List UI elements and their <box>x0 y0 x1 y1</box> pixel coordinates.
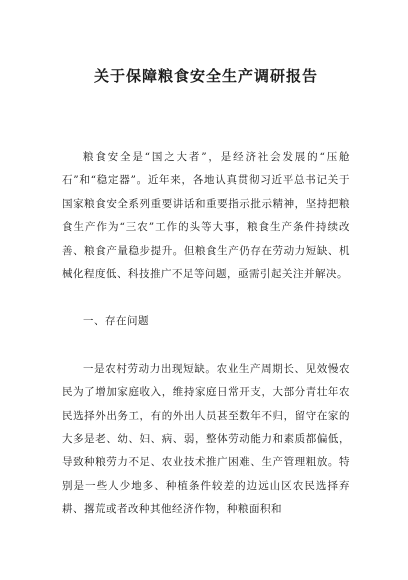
intro-paragraph: 粮食安全是“国之大者”，是经济社会发展的“压舱石”和“稳定器”。近年来，各地认真贯彻习近平总书记关于国家粮食安全系列重要讲话和重要指示批示精神，坚持把粮食生产作为“三农”工作的头等大事，粮食生产条件持续改善、粮食产量稳步提升。但粮食生产仍存在劳动力短缺、机械化程度低、科技推广不足等问题，亟需引起关注并解决。 <box>62 151 350 281</box>
section-heading: 一、存在问题 <box>83 315 149 328</box>
body-paragraph: 一是农村劳动力出现短缺。农业生产周期长、见效慢农民为了增加家庭收入，维持家庭日常开支，大部分青壮年农民选择外出务工，有的外出人员甚至数年不归，留守在家的大多是老、幼、妇、病、弱，整体劳动能力和素质都偏低，导致种粮劳力不足、农业技术推广困难、生产管理粗放。特别是一些人少地多、种植条件较差的边远山区农民选择弃耕、撂荒或者改种其他经济作物，种粮面积和 <box>62 362 350 516</box>
document-title: 关于保障粮食安全生产调研报告 <box>93 67 318 85</box>
